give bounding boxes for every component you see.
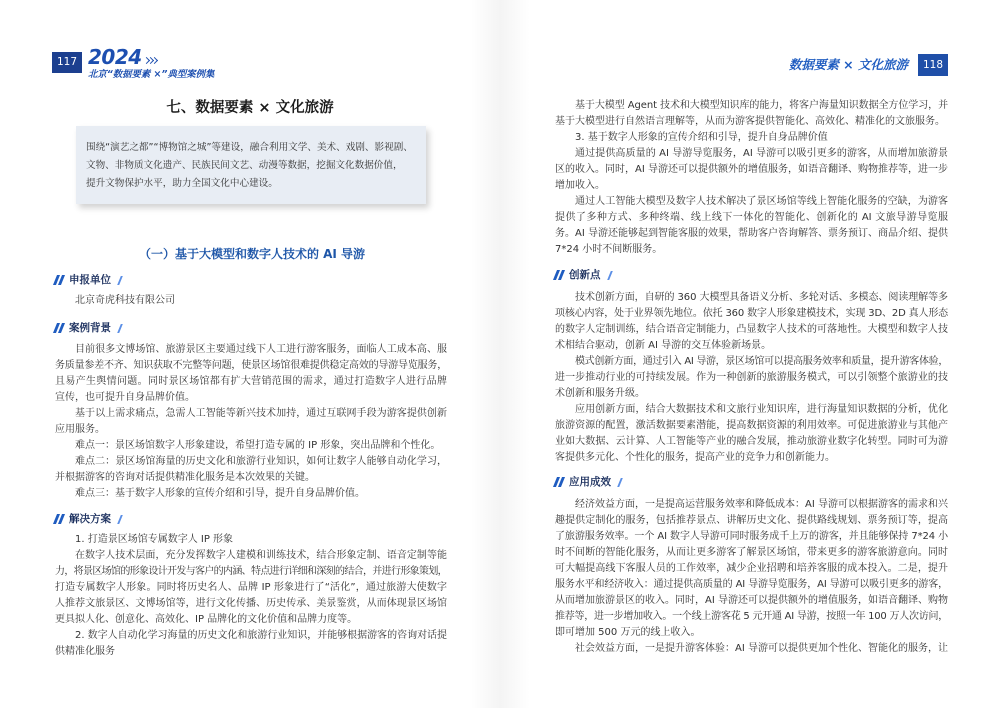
double-slash-icon — [55, 275, 65, 285]
paragraph-line: 宣传，也可提升自身品牌价值。 — [55, 392, 195, 403]
paragraph — [55, 486, 447, 502]
paragraph-line: 难点二：景区场馆海量的历史文化和旅游行业知识，如何让数字人能够自动化学习， — [75, 456, 447, 467]
section-heading-solution — [55, 511, 121, 527]
paragraph-line: 北京奇虎科技有限公司 — [75, 295, 175, 306]
slash-icon — [117, 276, 123, 285]
section-heading-label: 申报单位 — [69, 274, 111, 286]
paragraph — [555, 130, 948, 146]
section-body-innovation — [555, 290, 948, 466]
paragraph-line: 难点一：景区场馆数字人形象建设，希望打造专属的 IP 形象，突出品牌和个性化。 — [75, 440, 441, 451]
paragraph-line: 趣提供定制化的服务，包括推荐景点、讲解历史文化、提供路线规划、票务预订等，提高 — [555, 515, 948, 526]
section-heading-label: 创新点 — [569, 269, 601, 281]
paragraph-line: 应用服务。 — [55, 424, 105, 435]
book-title: 北京“数据要素 ×”典型案例集 — [88, 69, 215, 80]
intro-line: 文物、非物质文化遗产、民族民间文艺、动漫等数据，挖掘文化数据价值， — [86, 160, 403, 171]
paragraph-line: 社会效益方面，一是提升游客体验：AI 导游可以提供更加个性化、智能化的服务，让 — [575, 643, 948, 654]
double-slash-icon — [555, 477, 565, 487]
paragraph — [55, 454, 447, 486]
paragraph — [555, 194, 948, 258]
paragraph-line: 技术创新方面，自研的 360 大模型具备语义分析、多轮对话、多模态、阅读理解等多 — [575, 292, 948, 303]
paragraph-line: 推荐等，进一步增加收入。一个线上游客花 5 元开通 AI 导游，按照一年 100 万人次访问， — [555, 611, 948, 622]
paragraph-line: 项核心内容，处于业界领先地位。依托 360 数字人形象建模技术，实现 3D、2D 真人形态 — [555, 308, 948, 319]
paragraph-line: 7*24 小时不间断服务。 — [555, 244, 663, 255]
paragraph-line: 从而增加旅游景区的收入。同时，AI 导游还可以提供额外的增值服务，如语音翻译、购物 — [555, 595, 948, 606]
paragraph-line: 应用创新方面，结合大数据技术和文旅行业知识库，进行海量知识数据的分析，优化 — [575, 404, 948, 415]
paragraph — [55, 342, 447, 406]
section-body-background — [55, 342, 447, 502]
paragraph-line: 客提供多元化、个性化的服务，提高产业的竞争力和创新能力。 — [555, 452, 835, 463]
section-heading-label: 应用成效 — [569, 476, 611, 488]
intro-box — [76, 126, 426, 204]
paragraph — [55, 548, 447, 628]
paragraph-line: 务。AI 导游还能够起到智能客服的效果，帮助客户咨询解答、票务预订、商品介绍、提供 — [555, 228, 948, 239]
paragraph-line: 供精准化服务 — [55, 646, 115, 657]
paragraph-line: 在数字人技术层面，充分发挥数字人建模和训练技术，结合形象定制、语音定制等能 — [75, 550, 447, 561]
paragraph-line: 术创新和服务升级。 — [555, 388, 645, 399]
paragraph-line: 可大幅提高线下客服人员的工作效率，减少企业招聘和培养客服的成本投入。二是，提升 — [555, 563, 948, 574]
paragraph-line: 旅游资源的配置，激活数据要素潜能，提高数据资源的利用效率。可促进旅游业与其他产 — [555, 420, 948, 431]
paragraph-line: 通过人工智能大模型及数字人技术解决了景区场馆等线上智能化服务的空缺，为游客 — [575, 196, 948, 207]
section-heading-background — [55, 320, 121, 336]
section-body-results — [555, 497, 948, 657]
paragraph-line: 更具拟人化、创意化、高效化、IP 品牌化的文化价值和品牌力度等。 — [55, 614, 358, 625]
section-body-solution — [55, 532, 447, 660]
paragraph-line: 打造专属数字人形象。同时将历史名人、品牌 IP 形象进行了“活化”，通过旅游大使数字 — [55, 582, 447, 593]
paragraph — [55, 293, 447, 309]
paragraph-line: 模式创新方面，通过引入 AI 导游，景区场馆可以提高服务效率和质量，提升游客体验， — [575, 356, 948, 367]
paragraph-line: 基于大模型进行自然语言理解等，从而为游客提供智能化、高效化、精准化的文旅服务。 — [555, 116, 945, 127]
double-slash-icon — [55, 323, 65, 333]
paragraph-line: 并根据游客的咨询对话提供精准化服务是本次效果的关键。 — [55, 472, 315, 483]
chapter-title: 七、数据要素 × 文化旅游 — [166, 100, 334, 116]
slash-icon — [607, 271, 613, 280]
paragraph — [555, 497, 948, 641]
paragraph-line: 基于大模型 Agent 技术和大模型知识库的能力，将客户海量知识数据全方位学习，并 — [575, 100, 948, 111]
page-number-left: 117 — [52, 52, 82, 73]
paragraph-line: 基于以上需求痛点，急需人工智能等新兴技术加持，通过互联网手段为游客提供创新 — [75, 408, 447, 419]
paragraph — [55, 438, 447, 454]
paragraph-line: 目前很多文博场馆、旅游景区主要通过线下人工进行游客服务，面临人工成本高、服 — [75, 344, 447, 355]
paragraph-line: 增加收入。 — [555, 180, 605, 191]
paragraph — [555, 98, 948, 130]
section-heading-label: 解决方案 — [69, 513, 111, 525]
paragraph-line: 进一步推动行业的可持续发展。作为一种创新的旅游服务模式，可以引领整个旅游业的技 — [555, 372, 948, 383]
running-header-title: 数据要素 × 文化旅游 — [788, 57, 908, 72]
paragraph-line: 2. 数字人自动化学习海量的历史文化和旅游行业知识，并能够根据游客的咨询对话提 — [75, 630, 447, 641]
paragraph — [555, 290, 948, 354]
chevrons-icon — [144, 57, 160, 65]
paragraph-line: 务质量参差不齐、知识获取不完整等问题，使景区场馆很难提供稳定高效的导游导览服务， — [55, 360, 447, 371]
paragraph-line: 时不间断的智能化服务，从而让更多游客了解景区场馆，带来更多的游客旅游意向。同时 — [555, 547, 948, 558]
logo-year: 2024 — [88, 45, 142, 69]
paragraph-line: 术相结合驱动，创新 AI 导游的交互体验新场景。 — [555, 340, 772, 351]
paragraph — [55, 532, 447, 548]
paragraph — [555, 641, 948, 657]
paragraph-line: 3. 基于数字人形象的宣传介绍和引导，提升自身品牌价值 — [575, 132, 828, 143]
slash-icon — [617, 478, 623, 487]
intro-line: 提升文物保护水平，助力全国文化中心建设。 — [86, 178, 278, 189]
double-slash-icon — [55, 514, 65, 524]
paragraph-line: 的数字人定制训练，结合语音定制能力，凸显数字人技术的可落地性。大模型和数字人技 — [555, 324, 948, 335]
double-slash-icon — [555, 270, 565, 280]
paragraph — [555, 146, 948, 194]
paragraph-line: 通过提供高质量的 AI 导游导览服务，AI 导游可以吸引更多的游客，从而增加旅游景 — [575, 148, 948, 159]
section-heading-label: 案例背景 — [69, 322, 111, 334]
paragraph-line: 人推荐文旅景区、文博场馆等，进行文化传播、历史传承、美景鉴赏，从而体现景区场馆 — [55, 598, 447, 609]
slash-icon — [117, 324, 123, 333]
section-heading-innovation — [555, 267, 611, 283]
paragraph-line: 区的收入。同时，AI 导游还可以提供额外的增值服务，如语音翻译、购物推荐等，进一步 — [555, 164, 948, 175]
slash-icon — [117, 515, 123, 524]
paragraph-line: 且易产生舆情问题。同时景区场馆都有扩大营销范围的需求，通过打造数字人进行品牌 — [55, 376, 447, 387]
page-number-right: 118 — [918, 54, 948, 76]
paragraph-line: 了旅游服务效率。一个 AI 数字人导游可同时服务成千上万的游客，并且能够保持 7*24 小 — [555, 531, 948, 542]
paragraph-line: 1. 打造景区场馆专属数字人 IP 形象 — [75, 534, 234, 545]
section-heading-applicant — [55, 272, 121, 288]
section-body-solution-continued — [555, 98, 948, 258]
paragraph — [55, 628, 447, 660]
paragraph — [55, 406, 447, 438]
paragraph-line: 经济效益方面，一是提高运营服务效率和降低成本：AI 导游可以根据游客的需求和兴 — [575, 499, 948, 510]
paragraph-line: 业如大数据、云计算、人工智能等产业的融合发展，推动旅游业数字化转型。同时可为游 — [555, 436, 948, 447]
section-heading-results — [555, 474, 621, 490]
intro-line: 围绕“演艺之都”“博物馆之城”等建设，融合利用文学、美术、戏剧、影视剧、 — [86, 142, 413, 153]
paragraph-line: 服务水平和经济收入：通过提供高质量的 AI 导游导览服务，AI 导游可以吸引更多的游客， — [555, 579, 948, 590]
paragraph-line: 难点三：基于数字人形象的宣传介绍和引导，提升自身品牌价值。 — [75, 488, 365, 499]
paragraph-line: 提供了多种方式、多种终端、线上线下一体化的智能化、创新化的 AI 文旅导游导览服 — [555, 212, 948, 223]
paragraph — [555, 402, 948, 466]
paragraph-line: 力，将景区场馆的形象设计开发与客户的内涵、特点进行详细和深刻的结合，并进行形象策划， — [55, 566, 447, 577]
paragraph — [555, 354, 948, 402]
case-title: （一）基于大模型和数字人技术的 AI 导游 — [138, 247, 366, 261]
paragraph-line: 即可增加 500 万元的线上收入。 — [555, 627, 701, 638]
